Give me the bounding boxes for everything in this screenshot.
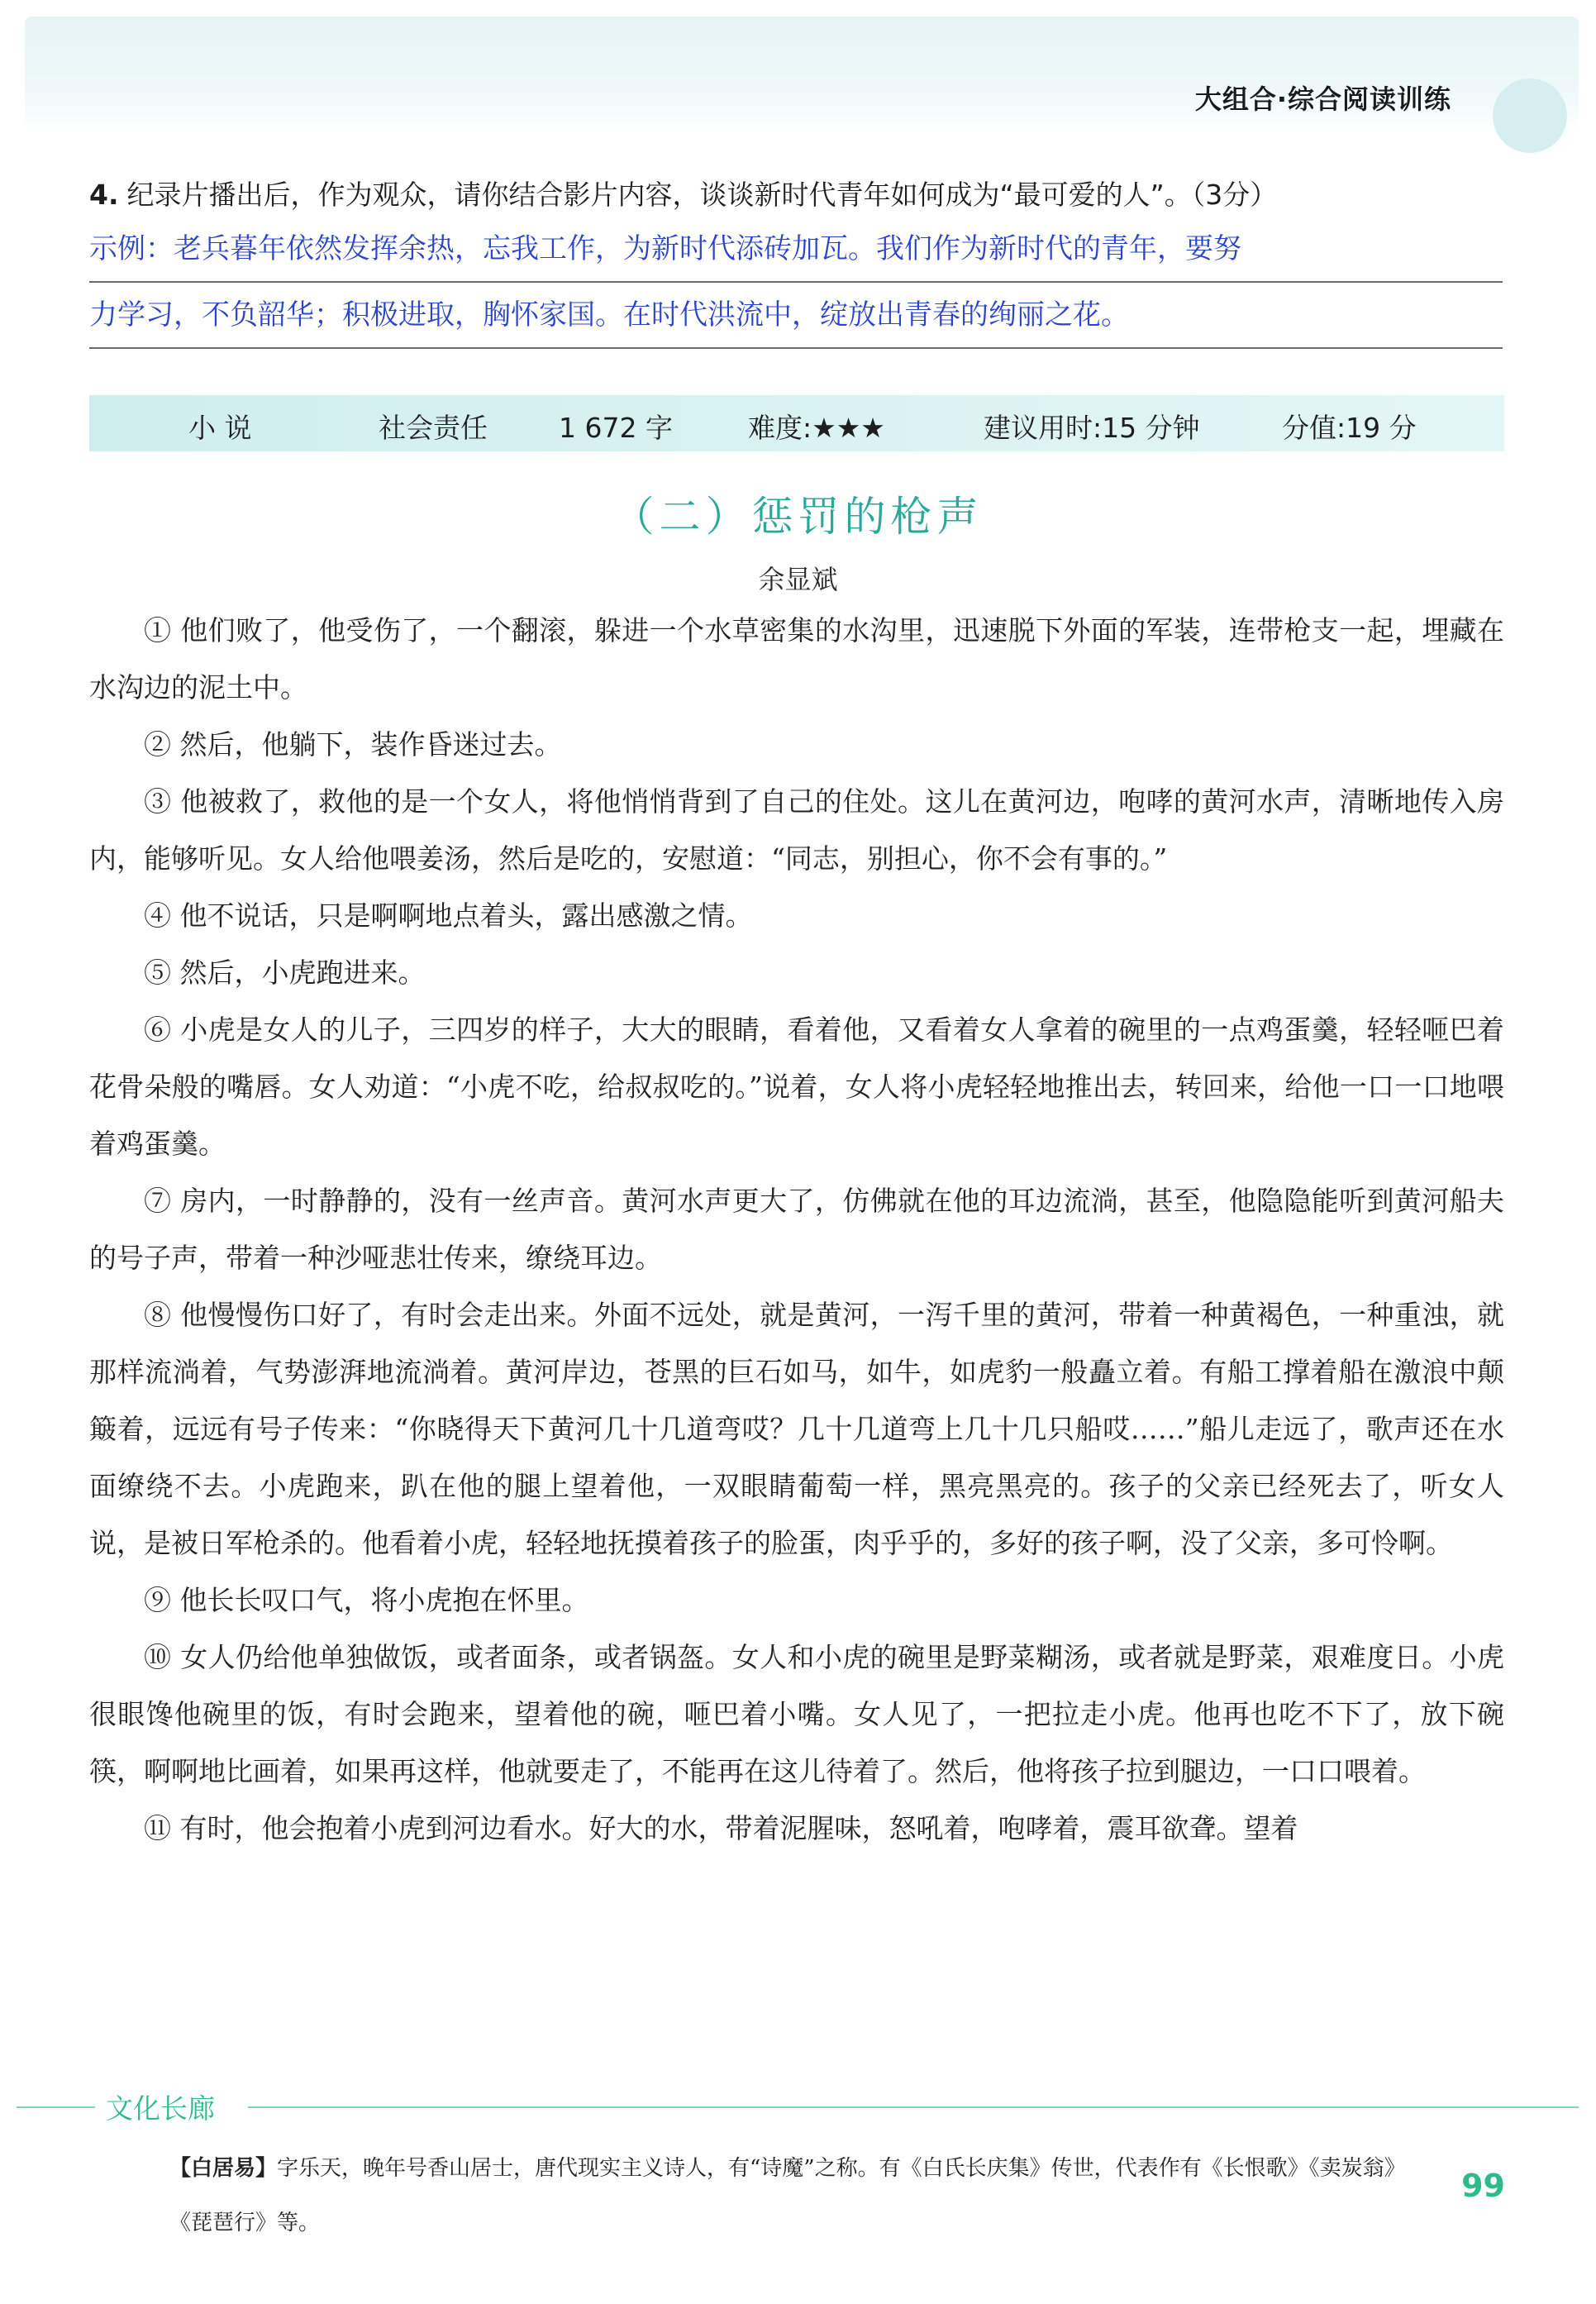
- paragraph-5: ⑤ 然后，小虎跑进来。: [144, 956, 426, 989]
- question-text: 纪录片播出后，作为观众，请你结合影片内容，谈谈新时代青年如何成为“最可爱的人”。（3分）: [126, 179, 1278, 211]
- paragraph-11: ⑪ 有时，他会抱着小虎到河边看水。好大的水，带着泥腥味，怒吼着，咆哮着，震耳欲聋。望着: [144, 1812, 1298, 1844]
- reading-info-bar: [89, 395, 1504, 451]
- header-title: 大组合·综合阅读训练: [1194, 83, 1451, 115]
- answer-line-2: 力学习，不负韶华；积极进取，胸怀家国。在时代洪流中，绽放出青春的绚丽之花。: [89, 283, 1503, 349]
- paragraph-1: ① 他们败了，他受伤了，一个翻滚，躲进一个水草密集的水沟里，迅速脱下外面的军装，连带枪支一起，埋藏在水沟边的泥土中。: [89, 614, 1504, 704]
- difficulty-rating: 难度:★★★: [748, 412, 885, 444]
- paragraph-8: ⑧ 他慢慢伤口好了，有时会走出来。外面不远处，就是黄河，一泻千里的黄河，带着一种黄褐色，一种重浊，就那样流淌着，气势澎湃地流淌着。黄河岸边，苍黑的巨石如马，如牛，如虎豹一般矗立着。有船工撑着船在激浪中颠簸着，远远有号子传来：“你晓得天下黄河几十几道弯哎？几十几道弯上几十几只船哎……”船儿走远了，歌声还在水面缭绕不去。小虎跑来，趴在他的腿上望着他，一双眼睛葡萄一样，黑亮黑亮的。孩子的父亲已经死去了，听女人说，是被日军枪杀的。他看着小虎，轻轻地抚摸着孩子的脸蛋，肉乎乎的，多好的孩子啊，没了父亲，多可怜啊。: [89, 1299, 1504, 1559]
- answer-line-1: 示例：老兵暮年依然发挥余热，忘我工作，为新时代添砖加瓦。我们作为新时代的青年，要努: [89, 217, 1503, 283]
- paragraph-4: ④ 他不说话，只是啊啊地点着头，露出感激之情。: [144, 899, 753, 932]
- header-decoration: [1493, 79, 1567, 153]
- suggested-time: 建议用时:15 分钟: [984, 412, 1200, 444]
- paragraph-3: ③ 他被救了，救他的是一个女人，将他悄悄背到了自己的住处。这儿在黄河边，咆哮的黄河水声，清晰地传入房内，能够听见。女人给他喂姜汤，然后是吃的，安慰道：“同志，别担心，你不会有事的。”: [89, 785, 1504, 875]
- word-count: 1 672 字: [559, 412, 673, 444]
- footer-note: [169, 2141, 1401, 2250]
- footer-divider-left: [17, 2106, 95, 2108]
- score-value: 分值:19 分: [1282, 412, 1417, 444]
- footer-section-label: 文化长廊: [106, 2092, 215, 2125]
- question-number: 4.: [89, 179, 119, 211]
- theme-label: 社会责任: [379, 412, 488, 444]
- footer-note-label: 【白居易】: [169, 2156, 278, 2181]
- footer-note-text: 字乐天，晚年号香山居士，唐代现实主义诗人，有“诗魔”之称。有《白氏长庆集》传世，代表作有《长恨歌》《卖炭翁》《琵琶行》等。: [169, 2156, 1395, 2235]
- question-4: [89, 174, 1503, 349]
- paragraph-9: ⑨ 他长长叹口气，将小虎抱在怀里。: [144, 1584, 589, 1616]
- paragraph-10: ⑩ 女人仍给他单独做饭，或者面条，或者锅盔。女人和小虎的碗里是野菜糊汤，或者就是野菜，艰难度日。小虎很眼馋他碗里的饭，有时会跑来，望着他的碗，咂巴着小嘴。女人见了，一把拉走小虎。他再也吃不下了，放下碗筷，啊啊地比画着，如果再这样，他就要走了，不能再在这儿待着了。然后，他将孩子拉到腿边，一口口喂着。: [89, 1641, 1504, 1787]
- story-author: 余显斌: [758, 564, 838, 595]
- paragraph-6: ⑥ 小虎是女人的儿子，三四岁的样子，大大的眼睛，看着他，又看着女人拿着的碗里的一点鸡蛋羹，轻轻咂巴着花骨朵般的嘴唇。女人劝道：“小虎不吃，给叔叔吃的。”说着，女人将小虎轻轻地推出去，转回来，给他一口一口地喂着鸡蛋羹。: [89, 1014, 1504, 1160]
- question-prompt: [89, 174, 1503, 217]
- story-body: [89, 602, 1504, 1857]
- page-number: 99: [1461, 2168, 1505, 2204]
- paragraph-7: ⑦ 房内，一时静静的，没有一丝声音。黄河水声更大了，仿佛就在他的耳边流淌，甚至，他隐隐能听到黄河船夫的号子声，带着一种沙哑悲壮传来，缭绕耳边。: [89, 1185, 1504, 1274]
- paragraph-2: ② 然后，他躺下，装作昏迷过去。: [144, 728, 562, 761]
- genre-label: 小 说: [188, 412, 252, 444]
- story-title: （二）惩罚的枪声: [612, 493, 984, 541]
- footer-divider-right: [248, 2106, 1579, 2108]
